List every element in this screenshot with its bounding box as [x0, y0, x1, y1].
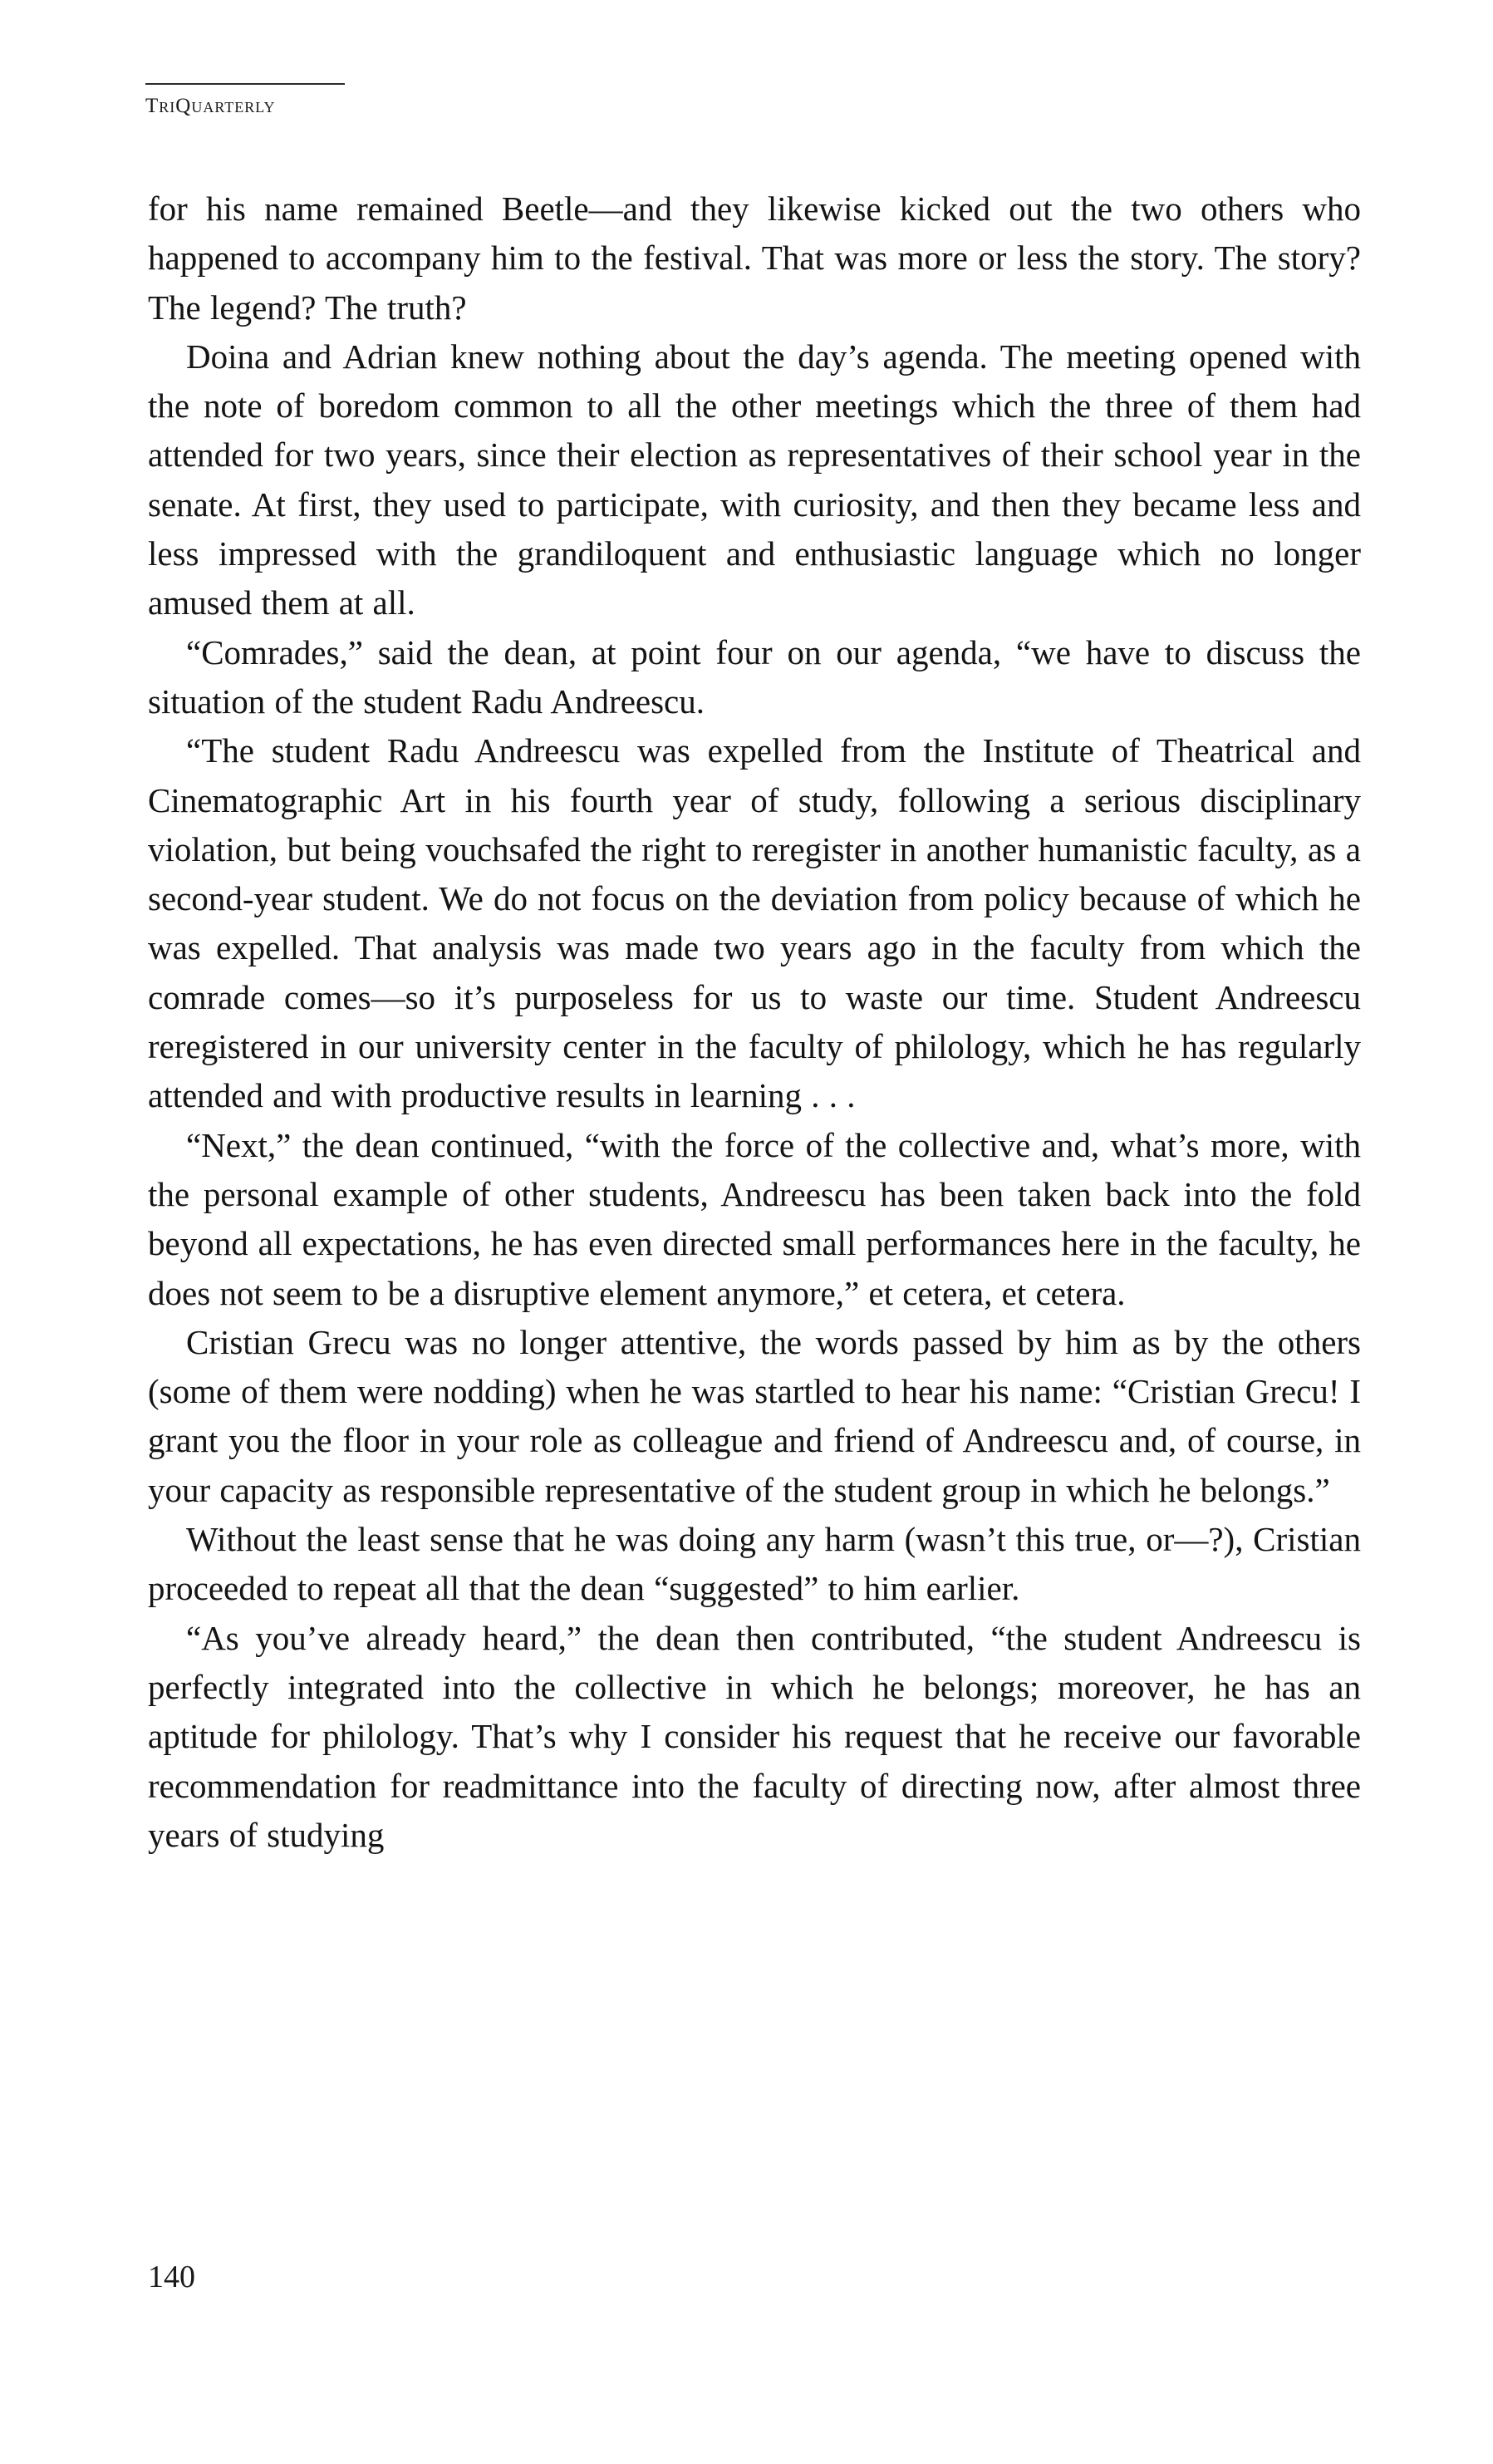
- paragraph-3: “Comrades,” said the dean, at point four on our agenda, “we have to discuss the situation of the student Radu Andreescu.: [148, 632, 1361, 721]
- running-title: TriQuarterly: [145, 95, 276, 117]
- paragraph-4: “The student Radu Andreescu was expelled from the Institute of Theatrical and Cinematographic Art in his fourth year of study, following a serious disciplinary violation, but being vouchsafed the right to reregister in another humanistic faculty, as a second-year student. We do not focus on the deviation from policy because of which he was expelled. That analysis was made two years ago in the faculty from which the comrade comes—so it’s purposeless for us to waste our time. Student Andreescu reregistered in our university center in the faculty of philology, which he has regularly attended and with productive results in learning . . .: [148, 731, 1361, 1115]
- paragraph-5: “Next,” the dean continued, “with the force of the collective and, what’s more, with the personal example of other students, Andreescu has been taken back into the fold beyond all expectations, he has even directed small performances here in the faculty, he does not seem to be a disruptive element anymore,” et cetera, et cetera.: [148, 1125, 1361, 1312]
- body-text: [148, 184, 1361, 1860]
- paragraph-2: Doina and Adrian knew nothing about the day’s agenda. The meeting opened with the note of boredom common to all the other meetings which the three of them had attended for two years, since their election as representatives of their school year in the senate. At first, they used to participate, with curiosity, and then they became less and less impressed with the grandiloquent and enthusiastic language which no longer amused them at all.: [148, 337, 1361, 622]
- paragraph-7: Without the least sense that he was doing any harm (wasn’t this true, or—?), Cristian proceeded to repeat all that the dean “suggested” to him earlier.: [148, 1520, 1361, 1608]
- running-head: [145, 83, 345, 118]
- header-rule: [145, 83, 345, 85]
- page-number: 140: [148, 2260, 195, 2294]
- paragraph-6: Cristian Grecu was no longer attentive, the words passed by him as by the others (some of them were nodding) when he was startled to hear his name: “Cristian Grecu! I grant you the floor in your role as colleague and friend of Andreescu and, of course, in your capacity as responsible representative of the student group in which he belongs.”: [148, 1322, 1361, 1509]
- paragraph-8: “As you’ve already heard,” the dean then contributed, “the student Andreescu is perfectly integrated into the collective in which he belongs; moreover, he has an aptitude for philology. That’s why I consider his request that he receive our favorable recommendation for readmittance into the faculty of directing now, after almost three years of studying: [148, 1618, 1361, 1854]
- paragraph-1: for his name remained Beetle—and they likewise kicked out the two others who happened to accompany him to the festival. That was more or less the story. The story? The legend? The truth?: [148, 189, 1361, 327]
